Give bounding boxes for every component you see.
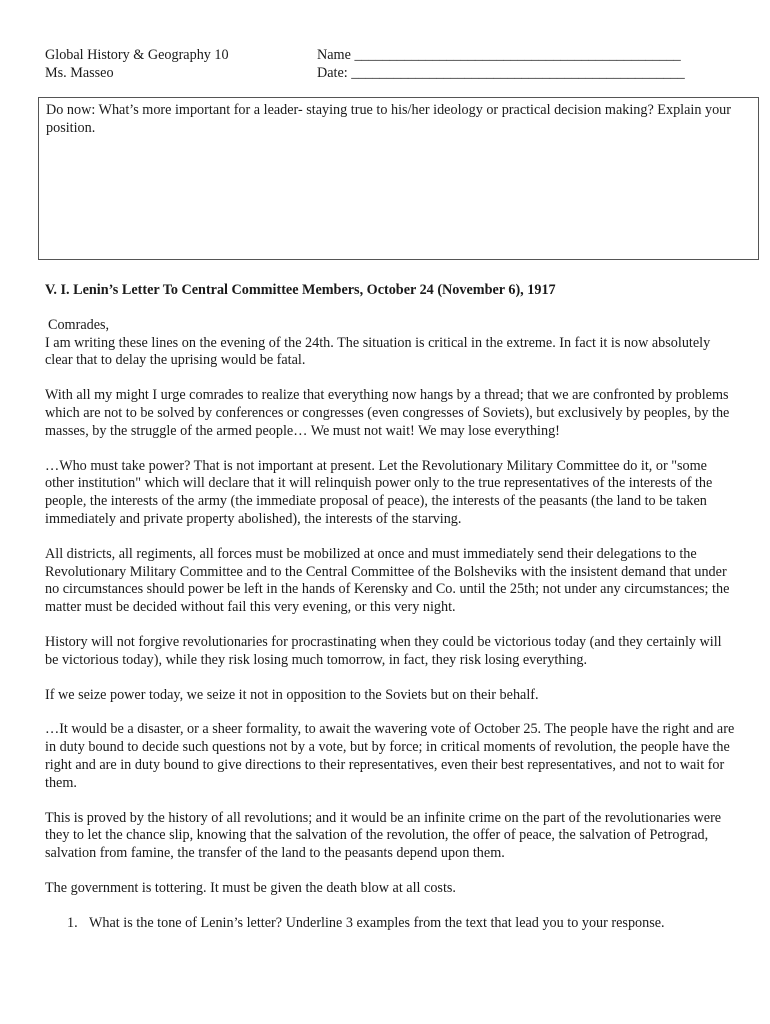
header-course-info <box>45 47 229 83</box>
name-blank[interactable]: ______________________________________________ <box>354 47 681 63</box>
letter-salutation: Comrades, <box>48 316 110 333</box>
letter-paragraph: If we seize power today, we seize it not in opposition to the Soviets but on their behalf. <box>45 686 539 703</box>
letter-paragraph: This is proved by the history of all revolutions; and it would be an infinite crime on the part of the revolutionaries were they to let the chance slip, knowing that the salvation of the revolution, the offer of peace, the salvation of Petrograd, salvation from famine, the transfer of the land to the peasants depend upon them. <box>45 809 722 862</box>
question-item <box>45 915 735 933</box>
letter-paragraph: …It would be a disaster, or a sheer formality, to await the wavering vote of October 25. The people have the right and are in duty bound to decide such questions not by a vote, but by force; in critical moments of revolution, the people have the right and are in duty bound to give directions to their representatives, even their best representatives, and not to wait for them. <box>45 721 735 791</box>
letter-paragraph: History will not forgive revolutionaries for procrastinating when they could be victorious today (and they certainly will be victorious today), while they risk losing much tomorrow, in fact, they risk losing everything. <box>45 633 722 668</box>
do-now-prompt: Do now: What’s more important for a leader- staying true to his/her ideology or practical decision making? Explain your position. <box>46 102 731 136</box>
question-text: What is the tone of Lenin’s letter? Underline 3 examples from the text that lead you to your response. <box>89 914 665 931</box>
letter-paragraph <box>45 317 735 370</box>
letter-paragraph: All districts, all regiments, all forces must be mobilized at once and must immediately send their delegations to the Revolutionary Military Committee and to the Central Committee of the Bolsheviks with the insistent demand that under no circumstances should power be left in the hands of Kerensky and Co. until the 25th; not under any circumstances; the matter must be decided without fail this very evening, or this very night. <box>45 545 730 616</box>
letter-paragraph: With all my might I urge comrades to realize that everything now hangs by a thread; that we are confronted by problems which are not to be solved by conferences or congresses (even congresses of Soviets), but exclusively by peoples, by the masses, by the struggle of the armed people… We must not wait! We may lose everything! <box>45 387 730 439</box>
letter-title: V. I. Lenin’s Letter To Central Committee Members, October 24 (November 6), 1917 <box>45 282 556 298</box>
name-field[interactable] <box>317 47 685 65</box>
teacher-name: Ms. Masseo <box>45 64 114 81</box>
header-student-info <box>317 47 685 83</box>
question-number: 1. <box>67 914 78 931</box>
course-title: Global History & Geography 10 <box>45 47 229 63</box>
letter-paragraph-text: I am writing these lines on the evening of the 24th. The situation is critical in the extreme. In fact it is now absolutely clear that to delay the uprising would be fatal. <box>45 334 711 369</box>
date-blank[interactable]: _______________________________________________ <box>351 64 685 81</box>
name-label: Name <box>317 47 351 63</box>
date-field[interactable] <box>317 65 685 83</box>
do-now-box[interactable] <box>38 97 759 260</box>
letter-paragraph: The government is tottering. It must be given the death blow at all costs. <box>45 879 456 896</box>
date-label: Date: <box>317 64 348 81</box>
letter-paragraph: …Who must take power? That is not important at present. Let the Revolutionary Military Committee do it, or "some other institution" which will declare that it will relinquish power only to the true representatives of the interests of the people, the interests of the army (the immediate proposal of peace), the interests of the peasants (the land to be taken immediately and private property abolished), the interests of the starving. <box>45 457 713 527</box>
lenin-letter <box>45 282 735 950</box>
